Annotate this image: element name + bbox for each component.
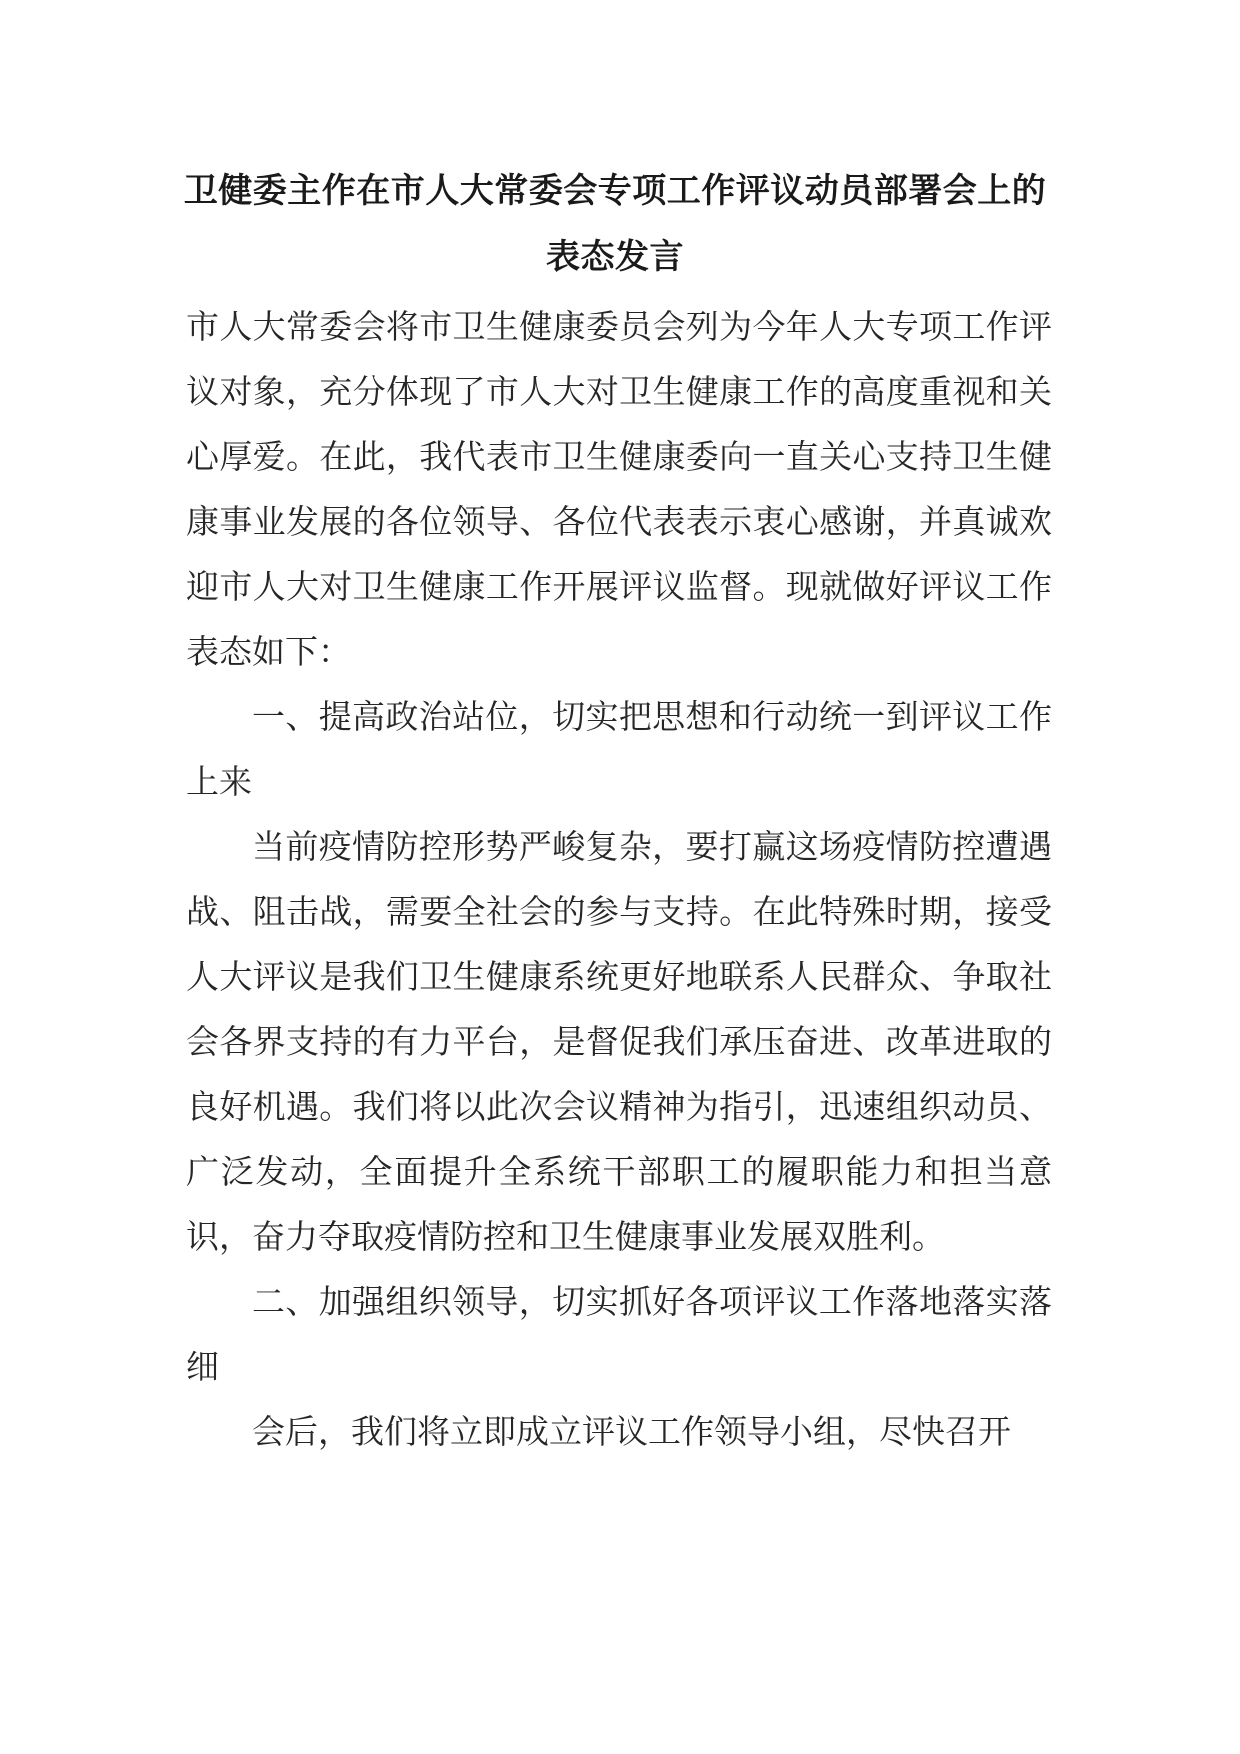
section-paragraph-1: 当前疫情防控形势严峻复杂，要打赢这场疫情防控遭遇战、阻击战，需要全社会的参与支持。在此特殊时期，接受人大评议是我们卫生健康系统更好地联系人民群众、争取社会各界支持的有力平台，是督促我们承压奋进、改革进取的良好机遇。我们将以此次会议精神为指引，迅速组织动员、广泛发动，全面提升全系统干部职工的履职能力和担当意识，奋力夺取疫情防控和卫生健康事业发展双胜利。 [186, 827, 1052, 1256]
title-line-1: 卫健委主作在市人大常委会专项工作评议动员部署会上的 [183, 171, 1047, 211]
section-heading-1: 一、提高政治站位，切实把思想和行动统一到评议工作上来 [186, 697, 1052, 801]
title-line-2: 表态发言 [546, 237, 684, 277]
document-title [150, 158, 1080, 290]
document-body [186, 294, 1052, 1464]
intro-paragraph: 市人大常委会将市卫生健康委员会列为今年人大专项工作评议对象，充分体现了市人大对卫生健康工作的高度重视和关心厚爱。在此，我代表市卫生健康委向一直关心支持卫生健康事业发展的各位领导、各位代表表示衷心感谢，并真诚欢迎市人大对卫生健康工作开展评议监督。现就做好评议工作表态如下： [186, 307, 1052, 671]
section-heading-2: 二、加强组织领导，切实抓好各项评议工作落地落实落细 [186, 1282, 1052, 1386]
section-paragraph-2: 会后，我们将立即成立评议工作领导小组，尽快召开 [252, 1412, 1011, 1451]
